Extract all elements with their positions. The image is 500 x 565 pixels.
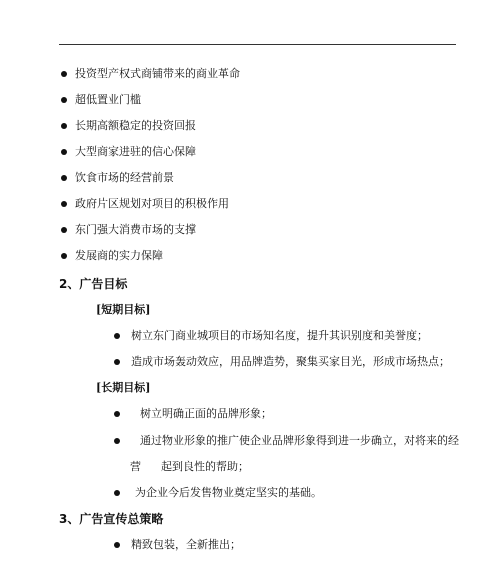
bullet-icon [61,71,67,77]
list-item-text: 起到良性的帮助； [161,460,249,473]
bullet-icon [61,97,67,103]
header-rule [59,44,456,45]
bullet-icon [114,438,120,444]
bullet-icon [61,253,67,259]
short-term-goals-label: [短期目标] [96,303,151,316]
list-item-text: 树立东门商业城项目的市场知名度，提升其识别度和美誉度； [131,329,428,342]
section-heading-ad-goals: 2、广告目标 [59,277,128,291]
long-term-goals-label: [长期目标] [96,381,151,394]
list-item-text: 超低置业门槛 [75,93,141,106]
list-item-text: 长期高额稳定的投资回报 [75,119,196,132]
bullet-icon [61,123,67,129]
bullet-icon [114,490,120,496]
bullet-icon [61,175,67,181]
bullet-icon [61,201,67,207]
list-item-text: 为企业今后发售物业奠定坚实的基础。 [135,486,322,499]
list-item-text: 发展商的实力保障 [75,249,163,262]
list-item-text: 造成市场轰动效应，用品牌造势，聚集买家目光，形成市场热点； [131,355,450,368]
bullet-icon [114,542,120,548]
bullet-icon [114,359,120,365]
list-item-text: 营 [130,460,141,473]
list-item-text: 精致包装，全新推出； [131,538,241,551]
list-item-text: 树立明确正面的品牌形象； [140,407,272,420]
list-item-text: 东门强大消费市场的支撑 [75,223,196,236]
section-heading-ad-strategy: 3、广告宣传总策略 [59,512,164,526]
list-item-text: 大型商家进驻的信心保障 [75,145,196,158]
bullet-icon [114,411,120,417]
bullet-icon [61,149,67,155]
list-item-text: 通过物业形象的推广使企业品牌形象得到进一步确立，对将来的经 [140,434,459,447]
bullet-icon [61,227,67,233]
bullet-icon [114,333,120,339]
list-item-text: 政府片区规划对项目的积极作用 [75,197,229,210]
list-item-text: 饮食市场的经营前景 [75,171,174,184]
list-item-text: 投资型产权式商铺带来的商业革命 [75,67,240,80]
